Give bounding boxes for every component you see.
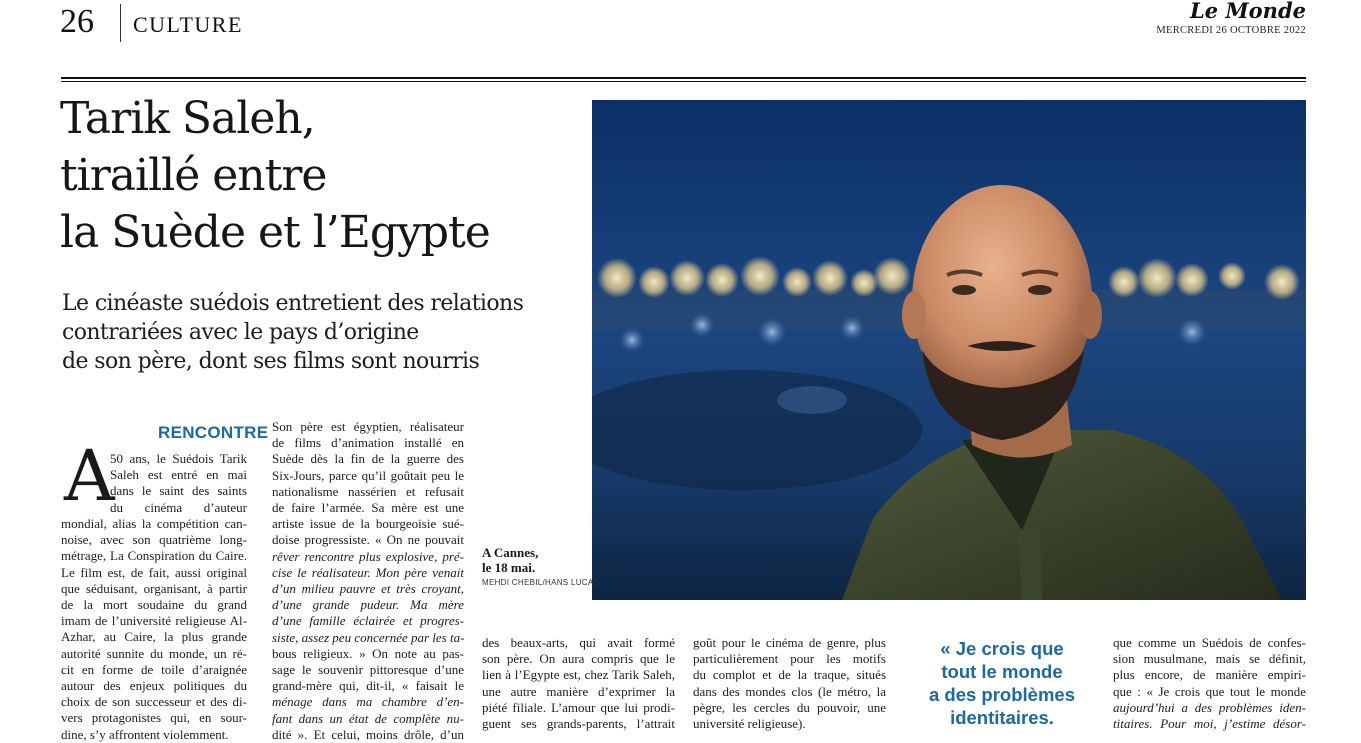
body-line: artiste issue de la bourgeoisie sué- [272, 516, 464, 532]
body-line: piété filiale. L’amour que lui prodi- [482, 699, 675, 715]
body-line: Son père est égyptien, réalisateur [272, 419, 464, 434]
pull-quote-line: a des problèmes [928, 684, 1075, 705]
body-column-4 [693, 635, 886, 732]
deck-line: contrariées avec le pays d’origine [62, 320, 419, 345]
body-line: d’un milieu pauvre et très croyant, [272, 581, 464, 597]
newspaper-logo: Le Monde [1189, 0, 1306, 23]
body-line: choix de son successeur et des di- [61, 694, 247, 710]
body-line: dans des mondes clos (le métro, la [693, 683, 886, 699]
body-column-2 [272, 419, 464, 743]
body-line: noise, avec son quatrième long- [61, 532, 247, 548]
caption-line: le 18 mai. [482, 560, 536, 575]
pull-quote-line: « Je crois que [940, 638, 1064, 659]
body-line: particulièrement pour les motifs [693, 651, 886, 667]
body-line: plus encore, de manière empiri- [1113, 667, 1306, 683]
body-line: siste, assez peu concernée par les ta- [272, 629, 465, 645]
body-line: du cinéma d’auteur [110, 499, 247, 515]
issue-date: MERCREDI 26 OCTOBRE 2022 [1156, 25, 1306, 36]
body-line: que : « Je crois que tout le monde [1113, 683, 1306, 699]
body-column-1-top [110, 451, 247, 516]
body-line: Saleh est entré en mai [110, 467, 247, 483]
body-line: université religieuse). [693, 716, 806, 732]
body-line: bous religieux. » On note au pas- [272, 645, 464, 661]
body-line: sion musulmane, mais se définit, [1113, 651, 1306, 667]
body-line: mondial, alias la compétition can- [61, 516, 247, 531]
body-line: titaires. Pour moi, j’estime désor- [1113, 716, 1306, 732]
deck-line: de son père, dont ses films sont nourris [62, 349, 480, 374]
pull-quote-line: identitaires. [950, 707, 1054, 728]
body-line: Suède dès la fin de la guerre des [272, 451, 464, 467]
body-line: Azhar, au Caire, la plus grande [61, 629, 247, 645]
body-line: doise progressiste. « On ne pouvait [272, 532, 464, 548]
body-line: du complot et de la traque, situés [693, 667, 886, 683]
drop-cap: A [64, 435, 115, 517]
headline-line: la Suède et l’Egypte [60, 207, 490, 258]
body-column-5 [1113, 635, 1306, 732]
body-line: guent ses grands-parents, l’attrait [482, 716, 675, 732]
page-number: 26 [60, 3, 94, 40]
body-line: de films d’animation installé en [272, 435, 464, 451]
body-column-3 [482, 635, 675, 732]
body-line: une autre manière d’exprimer la [482, 683, 675, 699]
body-line: grand-mère qui, dit-il, « faisait le [272, 678, 464, 694]
body-line: ménage dans ma chambre d’en- [272, 694, 464, 710]
headline-line: tiraillé entre [60, 150, 327, 201]
body-line: dité ». Et celui, moins drôle, d’un [272, 726, 464, 742]
body-line: son père. On aura compris que le [482, 651, 675, 667]
body-line: fant dans un état de complète nu- [272, 710, 464, 726]
header-rule [61, 77, 1306, 79]
body-line: autorité sunnite du monde, un ré- [61, 645, 247, 661]
body-line: de faire l’armée. Sa mère est une [272, 500, 464, 516]
body-line: vers protagonistes qui, en sour- [61, 710, 247, 726]
body-line: lien à l’Egypte est, chez Tarik Saleh, [482, 667, 675, 683]
header-divider [120, 4, 121, 42]
body-column-1 [61, 516, 247, 743]
body-line: dans le saint des saints [110, 483, 247, 499]
body-line: des beaux-arts, qui avait formé [482, 635, 675, 650]
body-line: Six-Jours, parce qu’il goûtait peu le [272, 467, 464, 483]
body-line: que séduisant, organisant, à partir [61, 580, 247, 596]
article-deck [62, 289, 582, 376]
photo-caption [482, 545, 587, 575]
body-line: sage le souvenir pittoresque d’une [272, 662, 464, 678]
header-rule-thin [61, 81, 1306, 82]
body-line: de la mort soudaine du grand [61, 597, 247, 613]
body-line: rêver rencontre plus explosive, pré- [272, 548, 464, 564]
body-line: cit en forme de toile d’araignée [61, 661, 247, 677]
body-line: 50 ans, le Suédois Tarik [110, 451, 247, 466]
body-line: nationalisme nassérien et refusait [272, 483, 464, 499]
body-line: métrage, La Conspiration du Caire. [61, 548, 247, 564]
body-line: cise le réalisateur. Mon père venait [272, 564, 464, 580]
pull-quote [908, 637, 1096, 729]
body-line: autour des enjeux politiques du [61, 678, 247, 694]
article-headline [60, 90, 600, 261]
body-line: goût pour le cinéma de genre, plus [693, 635, 886, 650]
body-line: Le film est, de fait, aussi original [61, 564, 247, 580]
portrait-photo [592, 100, 1306, 600]
body-line: d’une grande pudeur. Ma mère [272, 597, 464, 613]
body-line: aujourd’hui a des problèmes iden- [1113, 699, 1306, 715]
caption-line: A Cannes, [482, 545, 539, 560]
article-kicker: RENCONTRE [158, 423, 269, 442]
body-line: dine, s’y affrontent violemment. [61, 726, 229, 742]
photo-credit: MEHDI CHEBIL/HANS LUCAS [482, 578, 600, 587]
deck-line: Le cinéaste suédois entretient des relations [62, 291, 524, 316]
body-line: d’une famille éclairée et progres- [272, 613, 464, 629]
body-line: imam de l’université religieuse Al- [61, 613, 247, 629]
body-line: pègre, les cercles du pouvoir, une [693, 699, 886, 715]
pull-quote-line: tout le monde [941, 661, 1063, 682]
headline-line: Tarik Saleh, [60, 93, 315, 144]
section-label: CULTURE [133, 12, 243, 37]
body-line: que comme un Suédois de confes- [1113, 635, 1306, 650]
